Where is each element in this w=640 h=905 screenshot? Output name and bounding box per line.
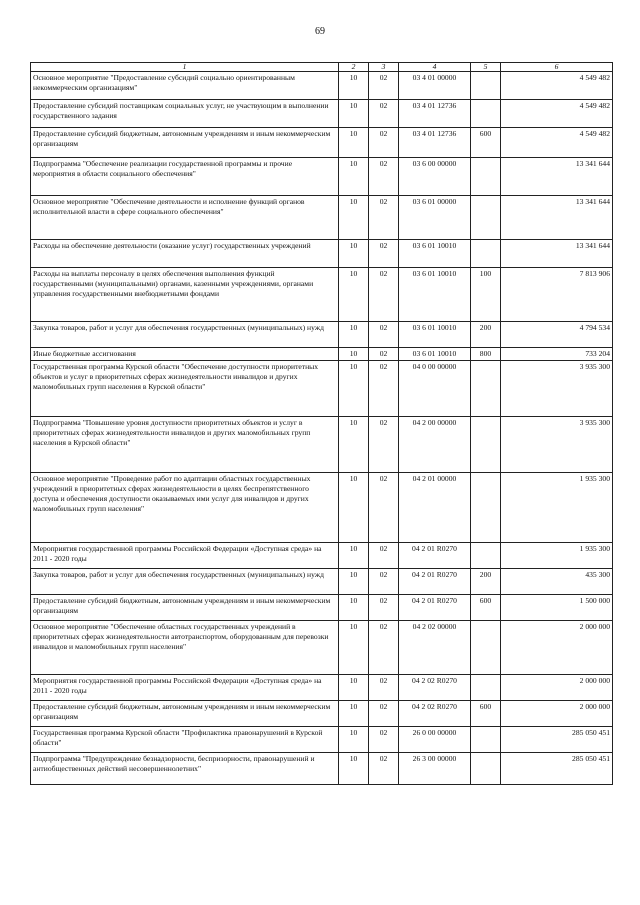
row-name: Предоставление субсидий поставщикам социальных услуг, не участвующим в выполнении государственного задания [31,100,339,128]
row-section: 10 [339,675,369,701]
row-subsection: 02 [369,543,399,569]
row-amount: 285 050 451 [501,753,613,785]
row-expense-type: 200 [471,322,501,348]
row-expense-type [471,543,501,569]
row-target-code: 04 2 01 R0270 [399,569,471,595]
column-header: 1 [31,63,339,72]
row-section: 10 [339,473,369,543]
table-row [31,348,613,361]
header-row [31,63,613,72]
table-row [31,158,613,196]
row-section: 10 [339,595,369,621]
row-subsection: 02 [369,100,399,128]
row-amount: 13 341 644 [501,158,613,196]
row-target-code: 26 3 00 00000 [399,753,471,785]
row-target-code: 04 2 02 R0270 [399,701,471,727]
row-target-code: 03 6 01 00000 [399,196,471,240]
row-name: Предоставление субсидий бюджетным, автономным учреждениям и иным некоммерческим организациям [31,128,339,158]
row-expense-type [471,72,501,100]
row-amount: 3 935 300 [501,361,613,417]
row-expense-type: 600 [471,701,501,727]
row-expense-type [471,196,501,240]
table-row [31,727,613,753]
row-subsection: 02 [369,72,399,100]
table-row [31,417,613,473]
row-section: 10 [339,240,369,268]
row-amount: 2 000 000 [501,675,613,701]
row-target-code: 03 6 01 10010 [399,322,471,348]
row-subsection: 02 [369,361,399,417]
table-row [31,100,613,128]
row-section: 10 [339,543,369,569]
row-expense-type: 600 [471,128,501,158]
row-name: Мероприятия государственной программы Российской Федерации «Доступная среда» на 2011 - 2020 годы [31,543,339,569]
row-amount: 4 549 482 [501,72,613,100]
row-amount: 435 300 [501,569,613,595]
row-target-code: 04 2 01 00000 [399,473,471,543]
row-amount: 1 935 300 [501,473,613,543]
table-row [31,240,613,268]
row-name: Основное мероприятие "Обеспечение деятельности и исполнение функций органов исполнительной власти в сфере социального обеспечения" [31,196,339,240]
row-section: 10 [339,196,369,240]
row-section: 10 [339,569,369,595]
row-expense-type: 100 [471,268,501,322]
row-name: Подпрограмма "Предупреждение безнадзорности, беспризорности, правонарушений и антиобщественных действий несовершеннолетних" [31,753,339,785]
row-target-code: 04 0 00 00000 [399,361,471,417]
row-name: Расходы на выплаты персоналу в целях обеспечения выполнения функций государственными (муниципальными) органами, казенными учреждениями, органами управления государственными внебюджетными фондами [31,268,339,322]
row-name: Предоставление субсидий бюджетным, автономным учреждениям и иным некоммерческим организациям [31,701,339,727]
row-amount: 4 794 534 [501,322,613,348]
row-subsection: 02 [369,675,399,701]
row-expense-type [471,675,501,701]
row-section: 10 [339,417,369,473]
column-header: 6 [501,63,613,72]
row-subsection: 02 [369,196,399,240]
row-target-code: 04 2 00 00000 [399,417,471,473]
row-subsection: 02 [369,128,399,158]
table-row [31,701,613,727]
row-amount: 13 341 644 [501,196,613,240]
row-subsection: 02 [369,417,399,473]
row-name: Закупка товаров, работ и услуг для обеспечения государственных (муниципальных) нужд [31,569,339,595]
row-subsection: 02 [369,701,399,727]
row-amount: 7 813 906 [501,268,613,322]
row-section: 10 [339,727,369,753]
row-subsection: 02 [369,322,399,348]
row-section: 10 [339,361,369,417]
column-header: 2 [339,63,369,72]
page-number: 69 [315,26,325,37]
row-section: 10 [339,100,369,128]
table-row [31,268,613,322]
row-expense-type [471,417,501,473]
table-row [31,675,613,701]
row-target-code: 03 6 01 10010 [399,268,471,322]
row-section: 10 [339,348,369,361]
row-subsection: 02 [369,753,399,785]
row-target-code: 04 2 02 R0270 [399,675,471,701]
row-subsection: 02 [369,240,399,268]
row-target-code: 03 6 01 10010 [399,240,471,268]
row-expense-type [471,473,501,543]
row-amount: 2 000 000 [501,701,613,727]
table-row [31,543,613,569]
row-target-code: 03 6 00 00000 [399,158,471,196]
table-row [31,569,613,595]
row-expense-type: 600 [471,595,501,621]
row-name: Мероприятия государственной программы Российской Федерации «Доступная среда» на 2011 - 2020 годы [31,675,339,701]
table-row [31,128,613,158]
row-amount: 4 549 482 [501,128,613,158]
column-header: 4 [399,63,471,72]
row-subsection: 02 [369,595,399,621]
row-name: Основное мероприятие "Предоставление субсидий социально ориентированным некоммерческим организациям" [31,72,339,100]
row-subsection: 02 [369,158,399,196]
row-section: 10 [339,128,369,158]
row-name: Основное мероприятие "Обеспечение областных государственных учреждений в приоритетных сферах жизнедеятельности автотранспортом, оборудованным для перевозки инвалидов и маломобильных групп населения" [31,621,339,675]
row-name: Иные бюджетные ассигнования [31,348,339,361]
table-row [31,473,613,543]
row-target-code: 03 4 01 00000 [399,72,471,100]
row-name: Предоставление субсидий бюджетным, автономным учреждениям и иным некоммерческим организациям [31,595,339,621]
row-name: Закупка товаров, работ и услуг для обеспечения государственных (муниципальных) нужд [31,322,339,348]
row-section: 10 [339,158,369,196]
table-row [31,621,613,675]
row-target-code: 03 6 01 10010 [399,348,471,361]
row-amount: 2 000 000 [501,621,613,675]
column-header: 5 [471,63,501,72]
row-target-code: 03 4 01 12736 [399,128,471,158]
table-row [31,196,613,240]
row-name: Государственная программа Курской области "Профилактика правонарушений в Курской области" [31,727,339,753]
table-row [31,753,613,785]
row-subsection: 02 [369,268,399,322]
budget-table [30,62,613,785]
row-section: 10 [339,701,369,727]
row-expense-type: 200 [471,569,501,595]
row-subsection: 02 [369,727,399,753]
row-target-code: 04 2 01 R0270 [399,595,471,621]
row-expense-type [471,727,501,753]
row-target-code: 04 2 01 R0270 [399,543,471,569]
row-amount: 3 935 300 [501,417,613,473]
row-section: 10 [339,753,369,785]
row-expense-type [471,158,501,196]
row-section: 10 [339,268,369,322]
row-subsection: 02 [369,348,399,361]
row-target-code: 04 2 02 00000 [399,621,471,675]
row-name: Основное мероприятие "Проведение работ по адаптации областных государственных учреждений в приоритетных сферах жизнедеятельности в целях беспрепятственного доступа и обеспечения доступности оказываемых ими услуг для инвалидов и других маломобильных групп населения" [31,473,339,543]
row-name: Подпрограмма "Обеспечение реализации государственной программы и прочие мероприятия в области социального обеспечения" [31,158,339,196]
row-name: Расходы на обеспечение деятельности (оказание услуг) государственных учреждений [31,240,339,268]
row-name: Подпрограмма "Повышение уровня доступности приоритетных объектов и услуг в приоритетных сферах жизнедеятельности инвалидов и других маломобильных групп населения в Курской области" [31,417,339,473]
row-expense-type [471,100,501,128]
table-row [31,595,613,621]
row-target-code: 26 0 00 00000 [399,727,471,753]
row-section: 10 [339,72,369,100]
row-expense-type: 800 [471,348,501,361]
row-expense-type [471,621,501,675]
row-amount: 13 341 644 [501,240,613,268]
row-expense-type [471,240,501,268]
column-header: 3 [369,63,399,72]
row-amount: 285 050 451 [501,727,613,753]
row-section: 10 [339,322,369,348]
row-amount: 1 500 000 [501,595,613,621]
row-amount: 1 935 300 [501,543,613,569]
row-expense-type [471,753,501,785]
row-subsection: 02 [369,473,399,543]
table-row [31,72,613,100]
row-section: 10 [339,621,369,675]
row-subsection: 02 [369,621,399,675]
row-expense-type [471,361,501,417]
table-row [31,322,613,348]
row-amount: 4 549 482 [501,100,613,128]
row-target-code: 03 4 01 12736 [399,100,471,128]
table-row [31,361,613,417]
row-amount: 733 204 [501,348,613,361]
row-name: Государственная программа Курской области "Обеспечение доступности приоритетных объектов и услуг в приоритетных сферах жизнедеятельности инвалидов и других маломобильных групп населения в Курской области" [31,361,339,417]
row-subsection: 02 [369,569,399,595]
